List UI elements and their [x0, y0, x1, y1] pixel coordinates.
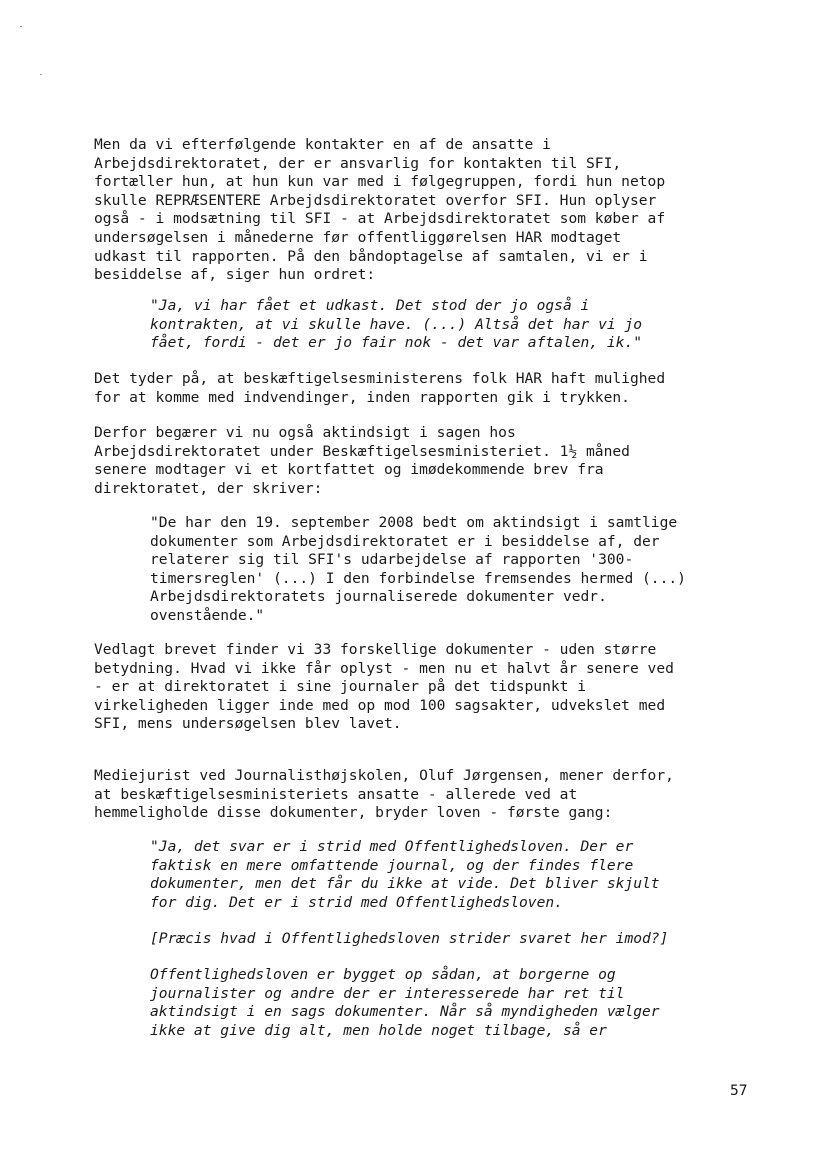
text-line: [Præcis hvad i Offentlighedsloven strider svaret her imod?]: [150, 930, 669, 947]
text-line: dokumenter, men det får du ikke at vide. Det bliver skjult: [150, 875, 660, 893]
text-line: "Ja, vi har fået et udkast. Det stod der jo også i: [150, 297, 590, 314]
text-line: relaterer sig til SFI's udarbejdelse af rapporten '300-: [150, 551, 634, 569]
text-line: fået, fordi - det er jo fair nok - det var aftalen, ik.": [150, 334, 643, 352]
paragraph-intro: [94, 136, 784, 285]
text-line: for dig. Det er i strid med Offentlighedsloven.: [150, 893, 563, 911]
text-line: Derfor begærer vi nu også aktindsigt i sagen hos: [94, 424, 516, 441]
scan-speck: [20, 26, 22, 27]
quote-brev: [150, 514, 826, 626]
text-line: - er at direktoratet i sine journaler på det tidspunkt i: [94, 678, 587, 696]
text-line: skulle REPRÆSENTERE Arbejdsdirektoratet overfor SFI. Hun oplyser: [94, 191, 657, 209]
text-line: også - i modsætning til SFI - at Arbejdsdirektoratet som køber af: [94, 210, 666, 228]
text-line: fortæller hun, at hun kun var med i følgegruppen, fordi hun netop: [94, 173, 666, 191]
text-line: dokumenter som Arbejdsdirektoratet er i besiddelse af, der: [150, 532, 660, 550]
text-line: SFI, mens undersøgelsen blev lavet.: [94, 715, 402, 733]
text-line: kontrakten, at vi skulle have. (...) Altså det har vi jo: [150, 315, 643, 333]
text-line: hemmeligholde disse dokumenter, bryder loven - første gang:: [94, 804, 613, 822]
paragraph-dokumenter: [94, 641, 784, 734]
quote-borgerne: [150, 966, 826, 1040]
text-line: direktoratet, der skriver:: [94, 479, 323, 497]
text-line: ikke at give dig alt, men holde noget tilbage, så er: [150, 1021, 607, 1039]
text-line: Vedlagt brevet finder vi 33 forskellige dokumenter - uden større: [94, 641, 657, 658]
text-line: Arbejdsdirektoratet, der er ansvarlig for kontakten til SFI,: [94, 154, 622, 172]
text-line: Arbejdsdirektoratets journaliserede dokumenter vedr.: [150, 588, 607, 606]
text-line: ovenstående.": [150, 606, 265, 624]
text-line: besiddelse af, siger hun ordret:: [94, 266, 376, 284]
text-line: undersøgelsen i månederne før offentliggørelsen HAR modtaget: [94, 228, 622, 246]
text-line: at beskæftigelsesministeriets ansatte - allerede ved at: [94, 785, 578, 803]
paragraph-mulighed: [94, 370, 784, 407]
text-line: Arbejdsdirektoratet under Beskæftigelsesministeriet. 1½ måned: [94, 442, 630, 460]
text-line: journalister og andre der er interesserede har ret til: [150, 984, 625, 1002]
text-line: virkeligheden ligger inde med op mod 100 sagsakter, udvekslet med: [94, 696, 666, 714]
text-line: timersreglen' (...) I den forbindelse fremsendes hermed (...): [150, 569, 686, 587]
text-line: senere modtager vi et kortfattet og imødekommende brev fra: [94, 461, 604, 479]
paragraph-aktindsigt: [94, 424, 784, 498]
text-line: aktindsigt i en sags dokumenter. Når så myndigheden vælger: [150, 1003, 660, 1021]
page-number: 57: [730, 1082, 748, 1099]
quote-offentlighedsloven: [150, 838, 826, 912]
text-line: Det tyder på, at beskæftigelsesministerens folk HAR haft mulighed: [94, 370, 666, 387]
text-line: "Ja, det svar er i strid med Offentlighedsloven. Der er: [150, 838, 634, 855]
scan-speck: [40, 74, 42, 75]
paragraph-mediejurist: [94, 767, 784, 823]
text-line: Offentlighedsloven er bygget op sådan, at borgerne og: [150, 966, 616, 983]
text-line: for at komme med indvendinger, inden rapporten gik i trykken.: [94, 388, 630, 406]
text-line: Men da vi efterfølgende kontakter en af de ansatte i: [94, 136, 551, 153]
quote-udkast: [150, 297, 826, 353]
text-line: Mediejurist ved Journalisthøjskolen, Oluf Jørgensen, mener derfor,: [94, 767, 674, 784]
text-line: udkast til rapporten. På den båndoptagelse af samtalen, vi er i: [94, 247, 648, 265]
text-line: betydning. Hvad vi ikke får oplyst - men nu et halvt år senere ved: [94, 659, 674, 677]
question-bracket: [150, 930, 826, 949]
text-line: faktisk en mere omfattende journal, og der findes flere: [150, 856, 634, 874]
text-line: "De har den 19. september 2008 bedt om aktindsigt i samtlige: [150, 514, 678, 531]
